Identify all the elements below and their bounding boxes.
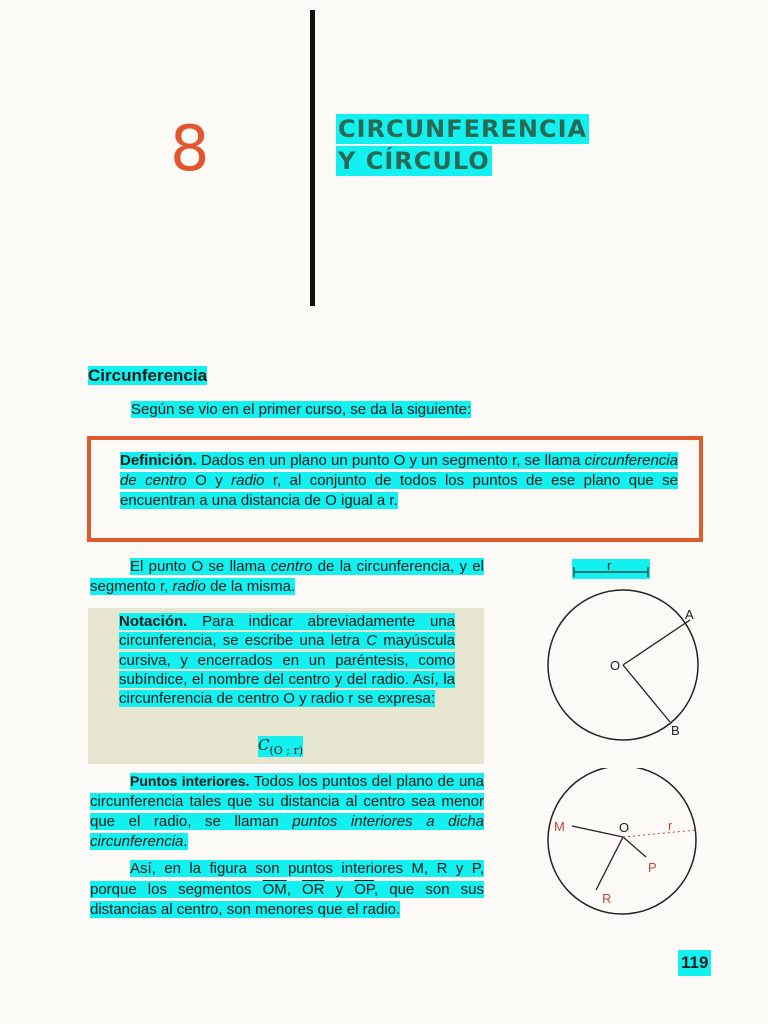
section-heading [88, 365, 207, 387]
interior-text-b: . [183, 833, 188, 850]
definition-label: Definición. [120, 452, 197, 469]
interior-term: puntos interiores a dicha circunferencia [90, 813, 484, 850]
example-text-b: , que son sus distancias al centro, son menores que el radio. [90, 880, 484, 918]
example-sep2: y [324, 880, 355, 898]
interior-text-a: Todos los puntos del plano de una circunferencia tales que su distancia al centro sea menor que el radio, se llaman [90, 773, 484, 830]
definition-text-c: r, al conjunto de todos los puntos de ese plano que se encuentran a una distancia de O igual a r. [120, 472, 679, 509]
notation-text-b: mayúscula cursiva, y encerrados en un paréntesis, como subíndice, el nombre del centro y del radio. Así, la circunferencia de centro O y radio r se expresa: [119, 632, 455, 708]
segment-r-label: r [607, 558, 612, 573]
label-o-2: O [619, 820, 630, 835]
notation-text-a: Para indicar abreviadamente una circunferencia, se escribe una letra [119, 613, 455, 650]
example-text-a: Así, en la figura son puntos interiores M, R y P, porque los segmentos [90, 860, 484, 898]
definition-text-b: O y [186, 472, 232, 489]
radius-r-dashed [623, 830, 696, 837]
center-paragraph [90, 557, 484, 597]
label-a: A [685, 607, 694, 622]
example-sep1: , [286, 880, 303, 898]
notation-letter: C [366, 632, 378, 650]
segment-op-line [623, 837, 646, 857]
header-divider [310, 10, 315, 306]
segment-or-line [596, 837, 623, 890]
circle-figure-1 [530, 552, 720, 748]
notation-formula [258, 736, 303, 757]
center-text-a: El punto O se llama [130, 558, 271, 575]
label-p: P [648, 860, 657, 875]
formula-subscript: (O ; r) [269, 744, 304, 757]
circle-figure-2 [530, 768, 720, 918]
intro-paragraph [131, 400, 471, 420]
section-heading-text: Circunferencia [88, 366, 208, 385]
definition-text-a: Dados en un plano un punto O y un segmento r, se llama [196, 452, 585, 469]
label-b: B [671, 723, 680, 738]
label-r-point: R [602, 891, 612, 906]
radius-ob [623, 665, 670, 722]
radius-term: radio [172, 578, 206, 595]
center-text-c: de la misma. [205, 578, 296, 595]
chapter-title-line1: CIRCUNFERENCIA [338, 115, 588, 143]
page-number: 119 [678, 950, 711, 976]
segment-om: $\overline{OM}$ [262, 880, 287, 898]
circle-2 [548, 768, 696, 914]
definition-paragraph [120, 451, 678, 511]
example-paragraph [90, 859, 484, 921]
interior-points-label: Puntos interiores. [130, 773, 250, 789]
definition-term-radius: radio [231, 472, 265, 489]
segment-om-line [572, 826, 623, 837]
definition-term: circunferencia de centro [120, 452, 678, 489]
label-o-1: O [610, 658, 621, 673]
intro-text: Según se vio en el primer curso, se da la siguiente: [131, 401, 472, 418]
notation-paragraph [119, 612, 455, 708]
chapter-title-line2: Y CÍRCULO [338, 147, 490, 175]
label-m: M [554, 819, 565, 834]
chapter-number: 8 [170, 112, 210, 185]
center-text-b: de la circunferencia, y el segmento r, [90, 558, 484, 595]
formula-main: C [258, 736, 270, 754]
notation-label: Notación. [119, 613, 188, 630]
segment-or: $\overline{OR}$ [302, 880, 325, 898]
label-r-radius: r [668, 818, 673, 833]
center-term: centro [270, 558, 313, 575]
interior-points-paragraph [90, 771, 484, 852]
radius-oa [623, 620, 690, 665]
segment-op: $\overline{OP}$ [354, 880, 374, 898]
